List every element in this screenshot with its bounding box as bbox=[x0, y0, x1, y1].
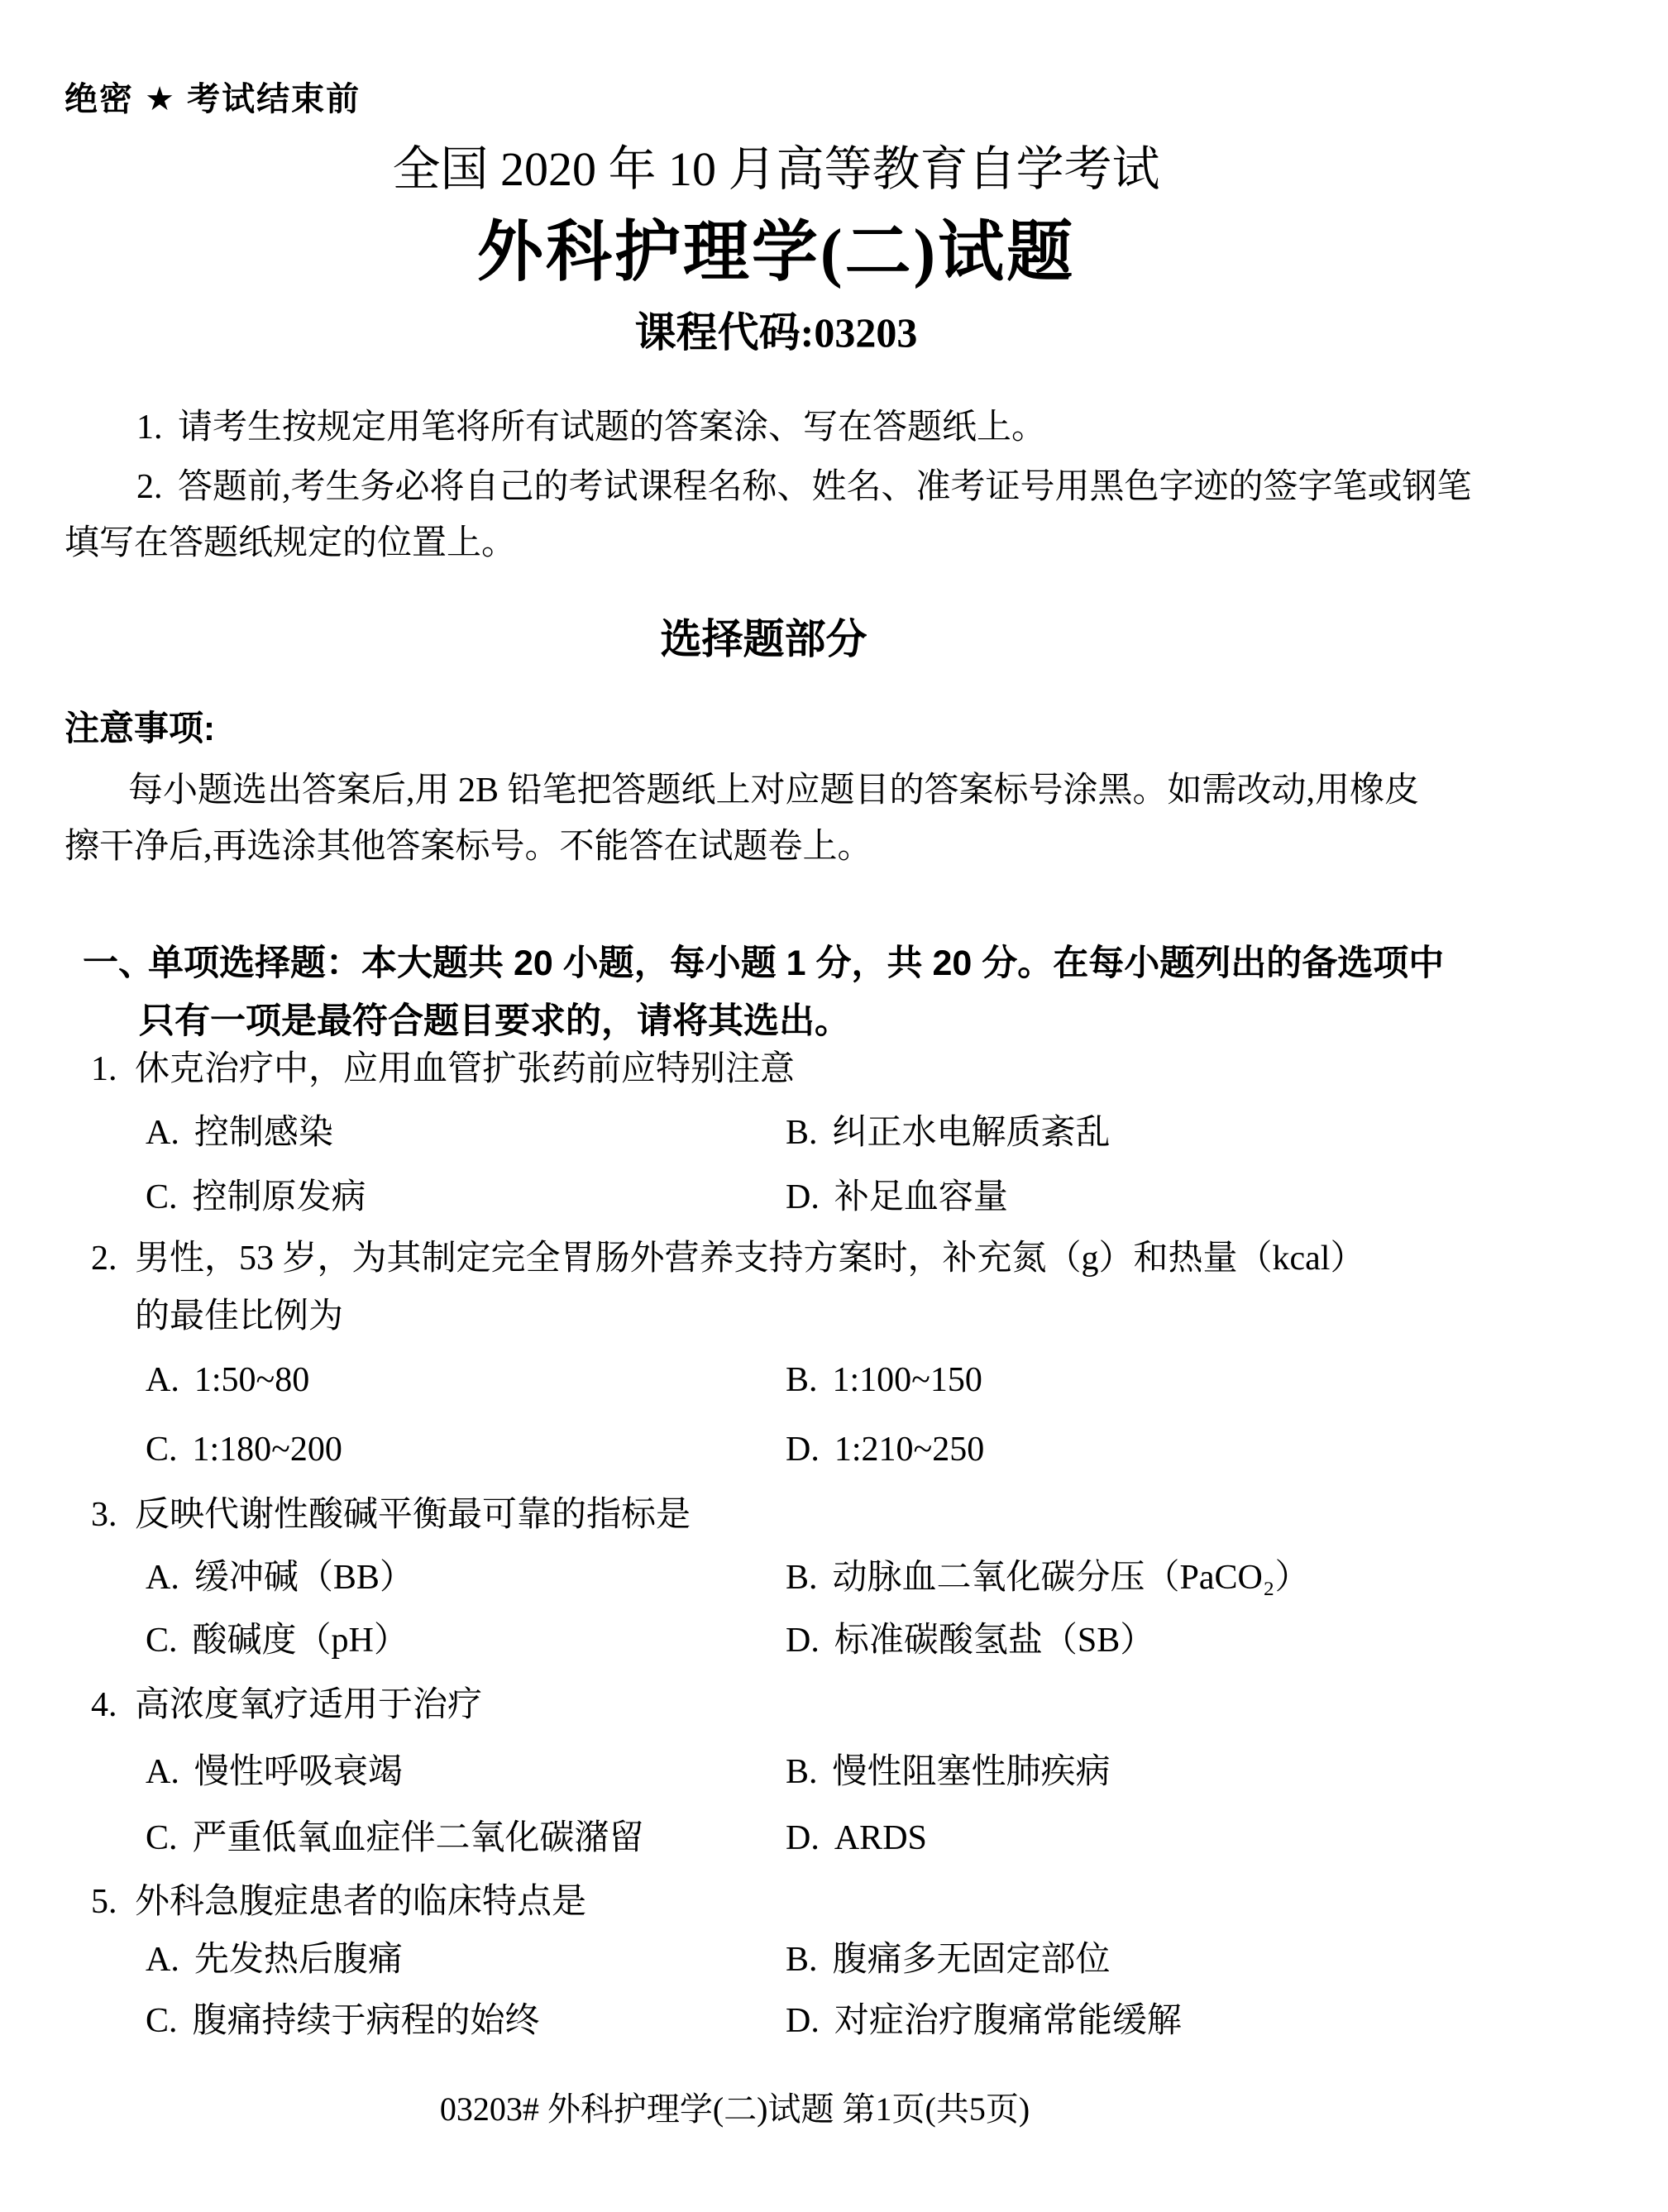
option-text: 1:180~200 bbox=[192, 1431, 342, 1469]
question-5-options-ab bbox=[146, 1937, 1668, 1983]
option-text: 动脉血二氧化碳分压（PaCO₂） bbox=[832, 1559, 1310, 1597]
question-3-option-a bbox=[146, 1555, 786, 1601]
option-text: 酸碱度（pH） bbox=[192, 1622, 409, 1660]
question-3-option-b bbox=[786, 1555, 1668, 1601]
option-text: 缓冲碱（BB） bbox=[194, 1559, 414, 1597]
question-2-option-b bbox=[786, 1357, 1668, 1403]
question-5-stem bbox=[91, 1879, 586, 1925]
option-text: 控制感染 bbox=[194, 1114, 333, 1152]
question-2-option-c bbox=[146, 1426, 786, 1473]
question-5-option-d bbox=[786, 1998, 1668, 2044]
question-3-stem bbox=[91, 1492, 691, 1538]
question-1-option-a bbox=[146, 1110, 786, 1156]
instruction-1-number: 1. bbox=[136, 408, 163, 447]
course-code: 课程代码:03203 bbox=[634, 309, 918, 356]
option-label: D. bbox=[786, 1819, 820, 1857]
instruction-1-text: 请考生按规定用笔将所有试题的答案涂、写在答题纸上。 bbox=[178, 408, 1047, 447]
question-1-option-c bbox=[146, 1174, 786, 1221]
instruction-item-2 bbox=[136, 464, 1472, 510]
instruction-2-number: 2. bbox=[136, 468, 163, 506]
question-4-option-b bbox=[786, 1749, 1668, 1795]
option-label: B. bbox=[786, 1753, 818, 1791]
question-4-option-d bbox=[786, 1815, 1668, 1861]
option-label: C. bbox=[146, 2002, 178, 2040]
option-text: 补足血容量 bbox=[834, 1178, 1008, 1216]
option-label: A. bbox=[146, 1941, 179, 1979]
question-2-options-ab bbox=[146, 1357, 1668, 1403]
question-1-number: 1. bbox=[91, 1050, 117, 1088]
option-text: 严重低氧血症伴二氧化碳潴留 bbox=[192, 1819, 644, 1857]
question-1-stem bbox=[91, 1046, 795, 1092]
question-2-stem bbox=[91, 1235, 1365, 1282]
question-5-stem-text: 外科急腹症患者的临床特点是 bbox=[135, 1883, 587, 1921]
notice-title: 注意事项: bbox=[65, 709, 215, 748]
question-5-option-a bbox=[146, 1937, 786, 1983]
option-text: 标准碳酸氢盐（SB） bbox=[834, 1622, 1155, 1660]
option-text: 1:100~150 bbox=[832, 1361, 982, 1399]
exam-title: 全国 2020 年 10 月高等教育自学考试 bbox=[392, 142, 1160, 196]
question-1-option-b bbox=[786, 1110, 1668, 1156]
instruction-2-text-line1: 答题前,考生务必将自己的考试课程名称、姓名、准考证号用黑色字迹的签字笔或钢笔 bbox=[178, 468, 1472, 506]
option-label: A. bbox=[146, 1361, 179, 1399]
option-label: C. bbox=[146, 1622, 178, 1660]
option-label: D. bbox=[786, 1178, 820, 1216]
option-text: 1:50~80 bbox=[194, 1361, 310, 1399]
option-text: 腹痛多无固定部位 bbox=[832, 1941, 1111, 1979]
option-text: 先发热后腹痛 bbox=[194, 1941, 403, 1979]
question-4-option-c bbox=[146, 1815, 786, 1861]
option-label: C. bbox=[146, 1178, 178, 1216]
option-text: ARDS bbox=[834, 1819, 927, 1857]
question-4-stem-text: 高浓度氧疗适用于治疗 bbox=[135, 1686, 483, 1724]
option-text: 慢性呼吸衰竭 bbox=[194, 1753, 403, 1791]
question-5-options-cd bbox=[146, 1998, 1668, 2044]
question-1-options-ab bbox=[146, 1110, 1668, 1156]
section-one-number: 一、 bbox=[83, 944, 154, 983]
question-4-options-ab bbox=[146, 1749, 1668, 1795]
part-title: 选择题部分 bbox=[660, 616, 867, 662]
paper-title: 外科护理学(二)试题 bbox=[476, 217, 1076, 289]
option-label: B. bbox=[786, 1361, 818, 1399]
question-4-option-a bbox=[146, 1749, 786, 1795]
question-2-options-cd bbox=[146, 1426, 1668, 1473]
question-1-stem-text: 休克治疗中，应用血管扩张药前应特别注意 bbox=[135, 1050, 796, 1088]
option-label: B. bbox=[786, 1559, 818, 1597]
option-label: D. bbox=[786, 1431, 820, 1469]
question-3-option-d bbox=[786, 1617, 1668, 1664]
question-1-options-cd bbox=[146, 1174, 1668, 1221]
option-text: 1:210~250 bbox=[834, 1431, 985, 1469]
option-label: A. bbox=[146, 1114, 179, 1152]
option-label: A. bbox=[146, 1753, 179, 1791]
question-2-stem-line2: 的最佳比例为 bbox=[135, 1297, 344, 1335]
option-text: 纠正水电解质紊乱 bbox=[832, 1114, 1111, 1152]
option-text: 对症治疗腹痛常能缓解 bbox=[834, 2002, 1182, 2040]
option-label: D. bbox=[786, 1622, 820, 1660]
question-4-options-cd bbox=[146, 1815, 1668, 1861]
instruction-item-1 bbox=[136, 404, 1046, 451]
notice-line-1: 每小题选出答案后,用 2B 铅笔把答题纸上对应题目的答案标号涂黑。如需改动,用橡皮 bbox=[128, 772, 1420, 810]
option-label: C. bbox=[146, 1819, 178, 1857]
question-2-stem-text: 男性，53 岁，为其制定完全胃肠外营养支持方案时，补充氮（g）和热量（kcal） bbox=[135, 1240, 1365, 1278]
option-label: A. bbox=[146, 1559, 179, 1597]
question-5-number: 5. bbox=[91, 1883, 117, 1921]
secrecy-label: 绝密 ★ 考试结束前 bbox=[65, 81, 361, 117]
option-label: C. bbox=[146, 1431, 178, 1469]
question-3-options-ab bbox=[146, 1555, 1668, 1601]
section-one-heading bbox=[83, 939, 1444, 987]
option-label: B. bbox=[786, 1114, 818, 1152]
section-one-heading-line1: 单项选择题：本大题共 20 小题，每小题 1 分，共 20 分。在每小题列出的备选项中 bbox=[148, 944, 1445, 983]
option-label: B. bbox=[786, 1941, 818, 1979]
question-1-option-d bbox=[786, 1174, 1668, 1221]
question-3-number: 3. bbox=[91, 1496, 117, 1534]
question-2-option-d bbox=[786, 1426, 1668, 1473]
question-5-option-c bbox=[146, 1998, 786, 2044]
question-5-option-b bbox=[786, 1937, 1668, 1983]
page-footer: 03203# 外科护理学(二)试题 第1页(共5页) bbox=[439, 2090, 1030, 2128]
question-3-options-cd bbox=[146, 1617, 1668, 1664]
question-2-option-a bbox=[146, 1357, 786, 1403]
option-text: 控制原发病 bbox=[192, 1178, 366, 1216]
notice-line-2: 擦干净后,再选涂其他答案标号。不能答在试题卷上。 bbox=[65, 828, 872, 866]
question-3-stem-text: 反映代谢性酸碱平衡最可靠的指标是 bbox=[135, 1496, 691, 1534]
question-2-number: 2. bbox=[91, 1240, 117, 1278]
section-one-heading-line2: 只有一项是最符合题目要求的，请将其选出。 bbox=[139, 1001, 850, 1041]
option-text: 慢性阻塞性肺疾病 bbox=[832, 1753, 1111, 1791]
option-label: D. bbox=[786, 2002, 820, 2040]
question-4-stem bbox=[91, 1682, 482, 1728]
question-4-number: 4. bbox=[91, 1686, 117, 1724]
option-text: 腹痛持续于病程的始终 bbox=[192, 2002, 540, 2040]
question-3-option-c bbox=[146, 1617, 786, 1664]
instruction-item-2-continuation: 填写在答题纸规定的位置上。 bbox=[65, 524, 517, 562]
